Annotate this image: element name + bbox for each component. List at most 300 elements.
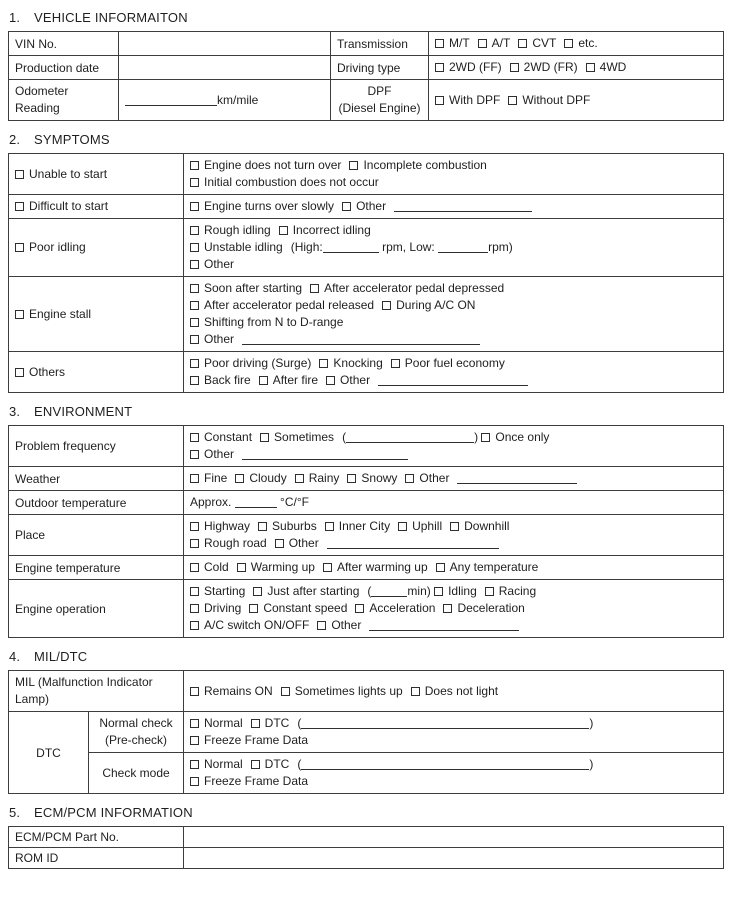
checkbox-option[interactable] bbox=[275, 536, 319, 550]
checkbox-option[interactable] bbox=[249, 601, 347, 615]
checkbox-icon bbox=[317, 621, 326, 630]
checkbox-label: Inner City bbox=[338, 519, 391, 533]
checkbox-option[interactable] bbox=[15, 365, 65, 379]
checkbox-option[interactable] bbox=[342, 199, 386, 213]
form-line bbox=[190, 683, 717, 700]
checkbox-option[interactable] bbox=[190, 601, 241, 615]
text-segment: ) bbox=[589, 757, 594, 771]
checkbox-icon bbox=[235, 474, 244, 483]
checkbox-icon bbox=[411, 687, 420, 696]
checkbox-label: After accelerator pedal depressed bbox=[324, 281, 505, 295]
checkbox-option[interactable] bbox=[435, 93, 500, 107]
checkbox-option[interactable] bbox=[450, 519, 509, 533]
checkbox-option[interactable] bbox=[190, 199, 334, 213]
checkbox-option[interactable] bbox=[190, 332, 234, 346]
form-line bbox=[15, 239, 177, 256]
check-mode-label-cell: Check mode bbox=[89, 753, 184, 794]
fill-in-blank[interactable] bbox=[327, 537, 499, 549]
text-segment: ( bbox=[367, 584, 372, 598]
checkbox-option[interactable] bbox=[564, 36, 597, 50]
checkbox-label: Acceleration bbox=[369, 601, 436, 615]
symptom-poor-idling-options-cell bbox=[184, 219, 724, 277]
section-5-number: 5. bbox=[9, 805, 21, 820]
checkbox-label: Uphill bbox=[412, 519, 443, 533]
form-line bbox=[190, 297, 717, 314]
checkbox-label: Without DPF bbox=[522, 92, 591, 107]
fill-in-blank[interactable] bbox=[323, 241, 379, 253]
text-segment: DPF bbox=[367, 84, 392, 98]
checkbox-option[interactable] bbox=[319, 356, 382, 370]
ecm-part-no-value-field[interactable] bbox=[184, 827, 724, 848]
form-line bbox=[190, 617, 717, 634]
checkbox-option[interactable] bbox=[382, 298, 475, 312]
checkbox-option[interactable] bbox=[586, 60, 627, 74]
checkbox-icon bbox=[510, 63, 519, 72]
text-segment: ( bbox=[297, 716, 302, 730]
checkbox-option[interactable] bbox=[279, 223, 371, 237]
checkbox-label: During A/C ON bbox=[396, 298, 476, 312]
form-line bbox=[15, 306, 177, 323]
checkbox-icon bbox=[258, 522, 267, 531]
checkbox-label: Racing bbox=[498, 584, 537, 598]
checkbox-label: Unstable idling bbox=[204, 240, 283, 254]
checkbox-label: Downhill bbox=[464, 519, 510, 533]
checkbox-icon bbox=[190, 777, 199, 786]
checkbox-label: Other bbox=[419, 471, 450, 485]
checkbox-option[interactable] bbox=[253, 584, 359, 598]
engine-operation-options-cell bbox=[184, 580, 724, 638]
form-line bbox=[190, 429, 717, 446]
checkbox-option[interactable] bbox=[190, 774, 308, 788]
checkbox-label: Other bbox=[204, 257, 235, 271]
checkbox-option[interactable] bbox=[190, 240, 283, 254]
form-line bbox=[125, 92, 324, 109]
checkbox-option[interactable] bbox=[405, 471, 449, 485]
checkbox-option[interactable] bbox=[190, 158, 341, 172]
checkbox-label: 2WD (FR) bbox=[523, 60, 578, 74]
checkbox-icon bbox=[310, 284, 319, 293]
fill-in-blank[interactable] bbox=[457, 472, 577, 484]
weather-options-cell bbox=[184, 467, 724, 491]
form-line bbox=[15, 166, 177, 183]
checkbox-icon bbox=[190, 202, 199, 211]
checkbox-icon bbox=[347, 474, 356, 483]
checkbox-label: Other bbox=[204, 447, 235, 461]
table-row bbox=[9, 556, 724, 580]
engine-temperature-options-cell bbox=[184, 556, 724, 580]
text-segment: km/mile bbox=[217, 92, 259, 107]
checkbox-option[interactable] bbox=[190, 281, 302, 295]
checkbox-icon bbox=[190, 260, 199, 269]
table-row bbox=[9, 154, 724, 195]
checkbox-option[interactable] bbox=[411, 684, 498, 698]
checkbox-icon bbox=[391, 359, 400, 368]
form-line bbox=[95, 732, 177, 749]
checkbox-icon bbox=[190, 604, 199, 613]
checkbox-option[interactable] bbox=[355, 601, 435, 615]
checkbox-option[interactable] bbox=[323, 560, 428, 574]
checkbox-icon bbox=[15, 310, 24, 319]
checkbox-icon bbox=[295, 474, 304, 483]
checkbox-label: After accelerator pedal released bbox=[204, 298, 375, 312]
form-line bbox=[190, 355, 717, 372]
checkbox-label: DTC bbox=[264, 716, 290, 730]
checkbox-option[interactable] bbox=[237, 560, 315, 574]
checkbox-icon bbox=[434, 587, 443, 596]
fill-in-blank[interactable] bbox=[369, 619, 519, 631]
checkbox-icon bbox=[190, 301, 199, 310]
fill-in-blank[interactable] bbox=[301, 717, 589, 729]
checkbox-icon bbox=[15, 202, 24, 211]
checkbox-option[interactable] bbox=[190, 519, 250, 533]
form-line bbox=[435, 59, 717, 76]
checkbox-icon bbox=[249, 604, 258, 613]
form-line bbox=[190, 174, 717, 191]
checkbox-label: Initial combustion does not occur bbox=[204, 175, 379, 189]
fill-in-blank[interactable] bbox=[438, 241, 488, 253]
vin-label-cell: VIN No. bbox=[9, 32, 119, 56]
text-segment: °C/°F bbox=[276, 495, 309, 509]
checkbox-label: 4WD bbox=[599, 60, 627, 74]
form-line bbox=[15, 198, 177, 215]
odometer-value-cell bbox=[119, 80, 331, 121]
form-line bbox=[15, 83, 112, 100]
checkbox-option[interactable] bbox=[443, 601, 524, 615]
form-line bbox=[190, 157, 717, 174]
checkbox-label: Snowy bbox=[361, 471, 398, 485]
dpf-label-cell bbox=[331, 80, 429, 121]
checkbox-label: After fire bbox=[272, 373, 319, 387]
checkbox-label: Normal bbox=[204, 716, 243, 730]
checkbox-label: Difficult to start bbox=[29, 199, 109, 213]
checkbox-label: Back fire bbox=[204, 373, 251, 387]
checkbox-label: Engine does not turn over bbox=[204, 158, 342, 172]
checkbox-label: Normal bbox=[204, 757, 243, 771]
form-line bbox=[15, 674, 177, 691]
checkbox-icon bbox=[586, 63, 595, 72]
text-segment: min) bbox=[407, 584, 435, 598]
fill-in-blank[interactable] bbox=[346, 431, 474, 443]
checkbox-option[interactable] bbox=[281, 684, 403, 698]
checkbox-label: Driving bbox=[204, 601, 242, 615]
section-2-number: 2. bbox=[9, 132, 21, 147]
checkbox-icon bbox=[190, 736, 199, 745]
table-row bbox=[9, 827, 724, 848]
mil-options-cell bbox=[184, 671, 724, 712]
checkbox-option[interactable] bbox=[190, 471, 227, 485]
checkbox-option[interactable] bbox=[190, 584, 245, 598]
section-3-title: ENVIRONMENT bbox=[34, 404, 133, 419]
checkbox-option[interactable] bbox=[190, 618, 309, 632]
checkbox-option[interactable] bbox=[510, 60, 578, 74]
checkbox-option[interactable] bbox=[326, 373, 370, 387]
checkbox-option[interactable] bbox=[190, 447, 234, 461]
section-1-number: 1. bbox=[9, 10, 21, 25]
checkbox-option[interactable] bbox=[310, 281, 504, 295]
checkbox-option[interactable] bbox=[190, 298, 374, 312]
section-1-heading bbox=[9, 10, 724, 25]
checkbox-icon bbox=[190, 587, 199, 596]
checkbox-label: Incorrect idling bbox=[292, 223, 371, 237]
checkbox-label: Sometimes lights up bbox=[294, 683, 403, 698]
checkbox-icon bbox=[435, 39, 444, 48]
vin-value-field[interactable] bbox=[119, 32, 331, 56]
checkbox-option[interactable] bbox=[258, 519, 317, 533]
checkbox-label: DTC bbox=[264, 757, 290, 771]
dpf-options-cell bbox=[429, 80, 724, 121]
mil-dtc-table bbox=[8, 670, 724, 794]
fill-in-blank[interactable] bbox=[235, 496, 277, 508]
odometer-label-cell bbox=[9, 80, 119, 121]
checkbox-option[interactable] bbox=[190, 684, 273, 698]
checkbox-icon bbox=[251, 719, 260, 728]
checkbox-icon bbox=[382, 301, 391, 310]
checkbox-icon bbox=[190, 539, 199, 548]
checkbox-icon bbox=[485, 587, 494, 596]
checkbox-option[interactable] bbox=[325, 519, 390, 533]
checkbox-icon bbox=[478, 39, 487, 48]
section-2-title: SYMPTOMS bbox=[34, 132, 110, 147]
checkbox-icon bbox=[15, 170, 24, 179]
checkbox-label: Sometimes bbox=[274, 430, 335, 444]
checkbox-option[interactable] bbox=[436, 560, 539, 574]
text-segment: ( bbox=[297, 757, 302, 771]
checkbox-icon bbox=[508, 96, 517, 105]
fill-in-blank[interactable] bbox=[378, 374, 528, 386]
checkbox-option[interactable] bbox=[478, 36, 511, 50]
form-line bbox=[190, 470, 717, 487]
checkbox-option[interactable] bbox=[190, 175, 379, 189]
checkbox-icon bbox=[260, 433, 269, 442]
rom-id-value-field[interactable] bbox=[184, 848, 724, 869]
problem-frequency-options-cell bbox=[184, 426, 724, 467]
checkbox-icon bbox=[281, 687, 290, 696]
checkbox-option[interactable] bbox=[518, 36, 556, 50]
table-row bbox=[9, 277, 724, 352]
checkbox-label: Any temperature bbox=[449, 560, 539, 574]
engine-operation-label-cell: Engine operation bbox=[9, 580, 184, 638]
form-line bbox=[435, 35, 717, 52]
check-mode-options-cell bbox=[184, 753, 724, 794]
checkbox-label: Poor fuel economy bbox=[404, 356, 505, 370]
text-segment: rpm) bbox=[488, 240, 513, 254]
checkbox-label: Unable to start bbox=[29, 166, 108, 181]
form-line bbox=[190, 715, 717, 732]
checkbox-icon bbox=[518, 39, 527, 48]
symptom-others-options-cell bbox=[184, 352, 724, 393]
fill-in-blank[interactable] bbox=[371, 585, 407, 597]
checkbox-option[interactable] bbox=[349, 158, 486, 172]
text-segment: Reading bbox=[15, 101, 60, 115]
checkbox-label: CVT bbox=[532, 36, 557, 50]
form-line bbox=[190, 732, 717, 749]
ecm-part-no-label-cell: ECM/PCM Part No. bbox=[9, 827, 184, 848]
fill-in-blank[interactable] bbox=[242, 333, 480, 345]
section-4-title: MIL/DTC bbox=[34, 649, 88, 664]
checkbox-label: Engine turns over slowly bbox=[204, 199, 335, 213]
checkbox-label: Poor driving (Surge) bbox=[204, 356, 312, 370]
section-2-heading bbox=[9, 132, 724, 147]
checkbox-icon bbox=[279, 226, 288, 235]
checkbox-label: Highway bbox=[204, 519, 251, 533]
outdoor-temperature-label-cell: Outdoor temperature bbox=[9, 491, 184, 515]
checkbox-label: Constant bbox=[204, 430, 253, 444]
checkbox-icon bbox=[349, 161, 358, 170]
fill-in-blank[interactable] bbox=[394, 200, 532, 212]
driving-type-label-cell: Driving type bbox=[331, 56, 429, 80]
section-1-title: VEHICLE INFORMAITON bbox=[34, 10, 188, 25]
symptom-engine-stall-options-cell bbox=[184, 277, 724, 352]
checkbox-option[interactable] bbox=[15, 167, 107, 181]
checkbox-label: Remains ON bbox=[204, 683, 273, 698]
normal-check-options-cell bbox=[184, 712, 724, 753]
checkbox-option[interactable] bbox=[398, 519, 442, 533]
table-row bbox=[9, 195, 724, 219]
form-line bbox=[190, 773, 717, 790]
symptoms-table bbox=[8, 153, 724, 393]
checkbox-label: Soon after starting bbox=[204, 281, 303, 295]
checkbox-label: Constant speed bbox=[263, 601, 348, 615]
problem-frequency-label-cell: Problem frequency bbox=[9, 426, 184, 467]
checkbox-icon bbox=[275, 539, 284, 548]
form-line bbox=[435, 92, 717, 109]
checkbox-option[interactable] bbox=[508, 93, 590, 107]
section-4-number: 4. bbox=[9, 649, 21, 664]
checkbox-option[interactable] bbox=[190, 356, 311, 370]
checkbox-option[interactable] bbox=[260, 430, 334, 444]
checkbox-icon bbox=[481, 433, 490, 442]
form-line bbox=[190, 222, 717, 239]
checkbox-option[interactable] bbox=[391, 356, 505, 370]
section-5-heading bbox=[9, 805, 724, 820]
checkbox-icon bbox=[190, 760, 199, 769]
table-row bbox=[9, 56, 724, 80]
checkbox-option[interactable] bbox=[435, 36, 470, 50]
checkbox-option[interactable] bbox=[485, 584, 536, 598]
checkbox-option[interactable] bbox=[15, 240, 86, 254]
checkbox-option[interactable] bbox=[190, 733, 308, 747]
checkbox-option[interactable] bbox=[295, 471, 340, 485]
checkbox-label: Starting bbox=[204, 584, 246, 598]
checkbox-option[interactable] bbox=[251, 716, 290, 730]
form-line bbox=[190, 198, 717, 215]
checkbox-label: Freeze Frame Data bbox=[204, 774, 309, 788]
checkbox-icon bbox=[325, 522, 334, 531]
form-line bbox=[190, 494, 717, 511]
dtc-label-cell: DTC bbox=[9, 712, 89, 794]
form-line bbox=[15, 364, 177, 381]
checkbox-icon bbox=[435, 96, 444, 105]
checkbox-option[interactable] bbox=[434, 584, 477, 598]
checkbox-option[interactable] bbox=[251, 757, 290, 771]
fill-in-blank[interactable] bbox=[125, 94, 217, 106]
checkbox-option[interactable] bbox=[190, 257, 234, 271]
ecm-pcm-table bbox=[8, 826, 724, 869]
form-line bbox=[190, 314, 717, 331]
checkbox-icon bbox=[435, 63, 444, 72]
checkbox-label: Knocking bbox=[333, 356, 383, 370]
outdoor-temperature-value-cell bbox=[184, 491, 724, 515]
checkbox-label: Poor idling bbox=[29, 240, 86, 254]
place-label-cell: Place bbox=[9, 515, 184, 556]
checkbox-option[interactable] bbox=[317, 618, 361, 632]
form-line bbox=[95, 715, 177, 732]
text-segment: Lamp) bbox=[15, 692, 50, 706]
checkbox-option[interactable] bbox=[190, 223, 271, 237]
section-3-heading bbox=[9, 404, 724, 419]
transmission-label-cell: Transmission bbox=[331, 32, 429, 56]
checkbox-label: Deceleration bbox=[457, 601, 525, 615]
checkbox-option[interactable] bbox=[190, 373, 251, 387]
checkbox-icon bbox=[190, 687, 199, 696]
checkbox-icon bbox=[190, 433, 199, 442]
checkbox-label: Warming up bbox=[250, 560, 315, 574]
checkbox-option[interactable] bbox=[190, 560, 229, 574]
checkbox-icon bbox=[323, 563, 332, 572]
fill-in-blank[interactable] bbox=[301, 758, 589, 770]
text-segment: ( bbox=[342, 430, 347, 444]
table-row bbox=[9, 515, 724, 556]
fill-in-blank[interactable] bbox=[242, 448, 408, 460]
checkbox-option[interactable] bbox=[190, 757, 243, 771]
checkbox-icon bbox=[190, 318, 199, 327]
checkbox-icon bbox=[190, 621, 199, 630]
checkbox-label: Other bbox=[204, 332, 235, 346]
checkbox-option[interactable] bbox=[481, 430, 549, 444]
checkbox-icon bbox=[190, 522, 199, 531]
checkbox-option[interactable] bbox=[15, 199, 108, 213]
symptom-others-cell bbox=[9, 352, 184, 393]
vehicle-info-table bbox=[8, 31, 724, 121]
section-4-heading bbox=[9, 649, 724, 664]
driving-type-options-cell bbox=[429, 56, 724, 80]
checkbox-option[interactable] bbox=[15, 307, 91, 321]
checkbox-label: Idling bbox=[448, 584, 477, 598]
text-segment: Odometer bbox=[15, 84, 69, 98]
checkbox-icon bbox=[342, 202, 351, 211]
checkbox-label: Once only bbox=[495, 430, 550, 444]
section-3-number: 3. bbox=[9, 404, 21, 419]
place-options-cell bbox=[184, 515, 724, 556]
form-line bbox=[190, 239, 717, 256]
checkbox-icon bbox=[237, 563, 246, 572]
text-segment: (High: bbox=[290, 240, 323, 254]
checkbox-option[interactable] bbox=[190, 430, 252, 444]
checkbox-option[interactable] bbox=[190, 716, 243, 730]
rom-id-label-cell: ROM ID bbox=[9, 848, 184, 869]
checkbox-label: 2WD (FF) bbox=[449, 60, 502, 74]
transmission-options-cell bbox=[429, 32, 724, 56]
environment-table bbox=[8, 425, 724, 638]
checkbox-option[interactable] bbox=[259, 373, 318, 387]
checkbox-label: Shifting from N to D-range bbox=[204, 315, 344, 329]
text-segment: Normal check bbox=[99, 716, 173, 730]
table-row bbox=[9, 848, 724, 869]
checkbox-icon bbox=[15, 243, 24, 252]
engine-temperature-label-cell: Engine temperature bbox=[9, 556, 184, 580]
checkbox-option[interactable] bbox=[235, 471, 286, 485]
checkbox-option[interactable] bbox=[347, 471, 397, 485]
form-line bbox=[190, 756, 717, 773]
checkbox-label: Does not light bbox=[424, 683, 499, 698]
table-row bbox=[9, 219, 724, 277]
production-date-value-field[interactable] bbox=[119, 56, 331, 80]
form-line bbox=[190, 446, 717, 463]
checkbox-option[interactable] bbox=[190, 315, 343, 329]
checkbox-option[interactable] bbox=[435, 60, 502, 74]
table-row bbox=[9, 580, 724, 638]
checkbox-option[interactable] bbox=[190, 536, 267, 550]
